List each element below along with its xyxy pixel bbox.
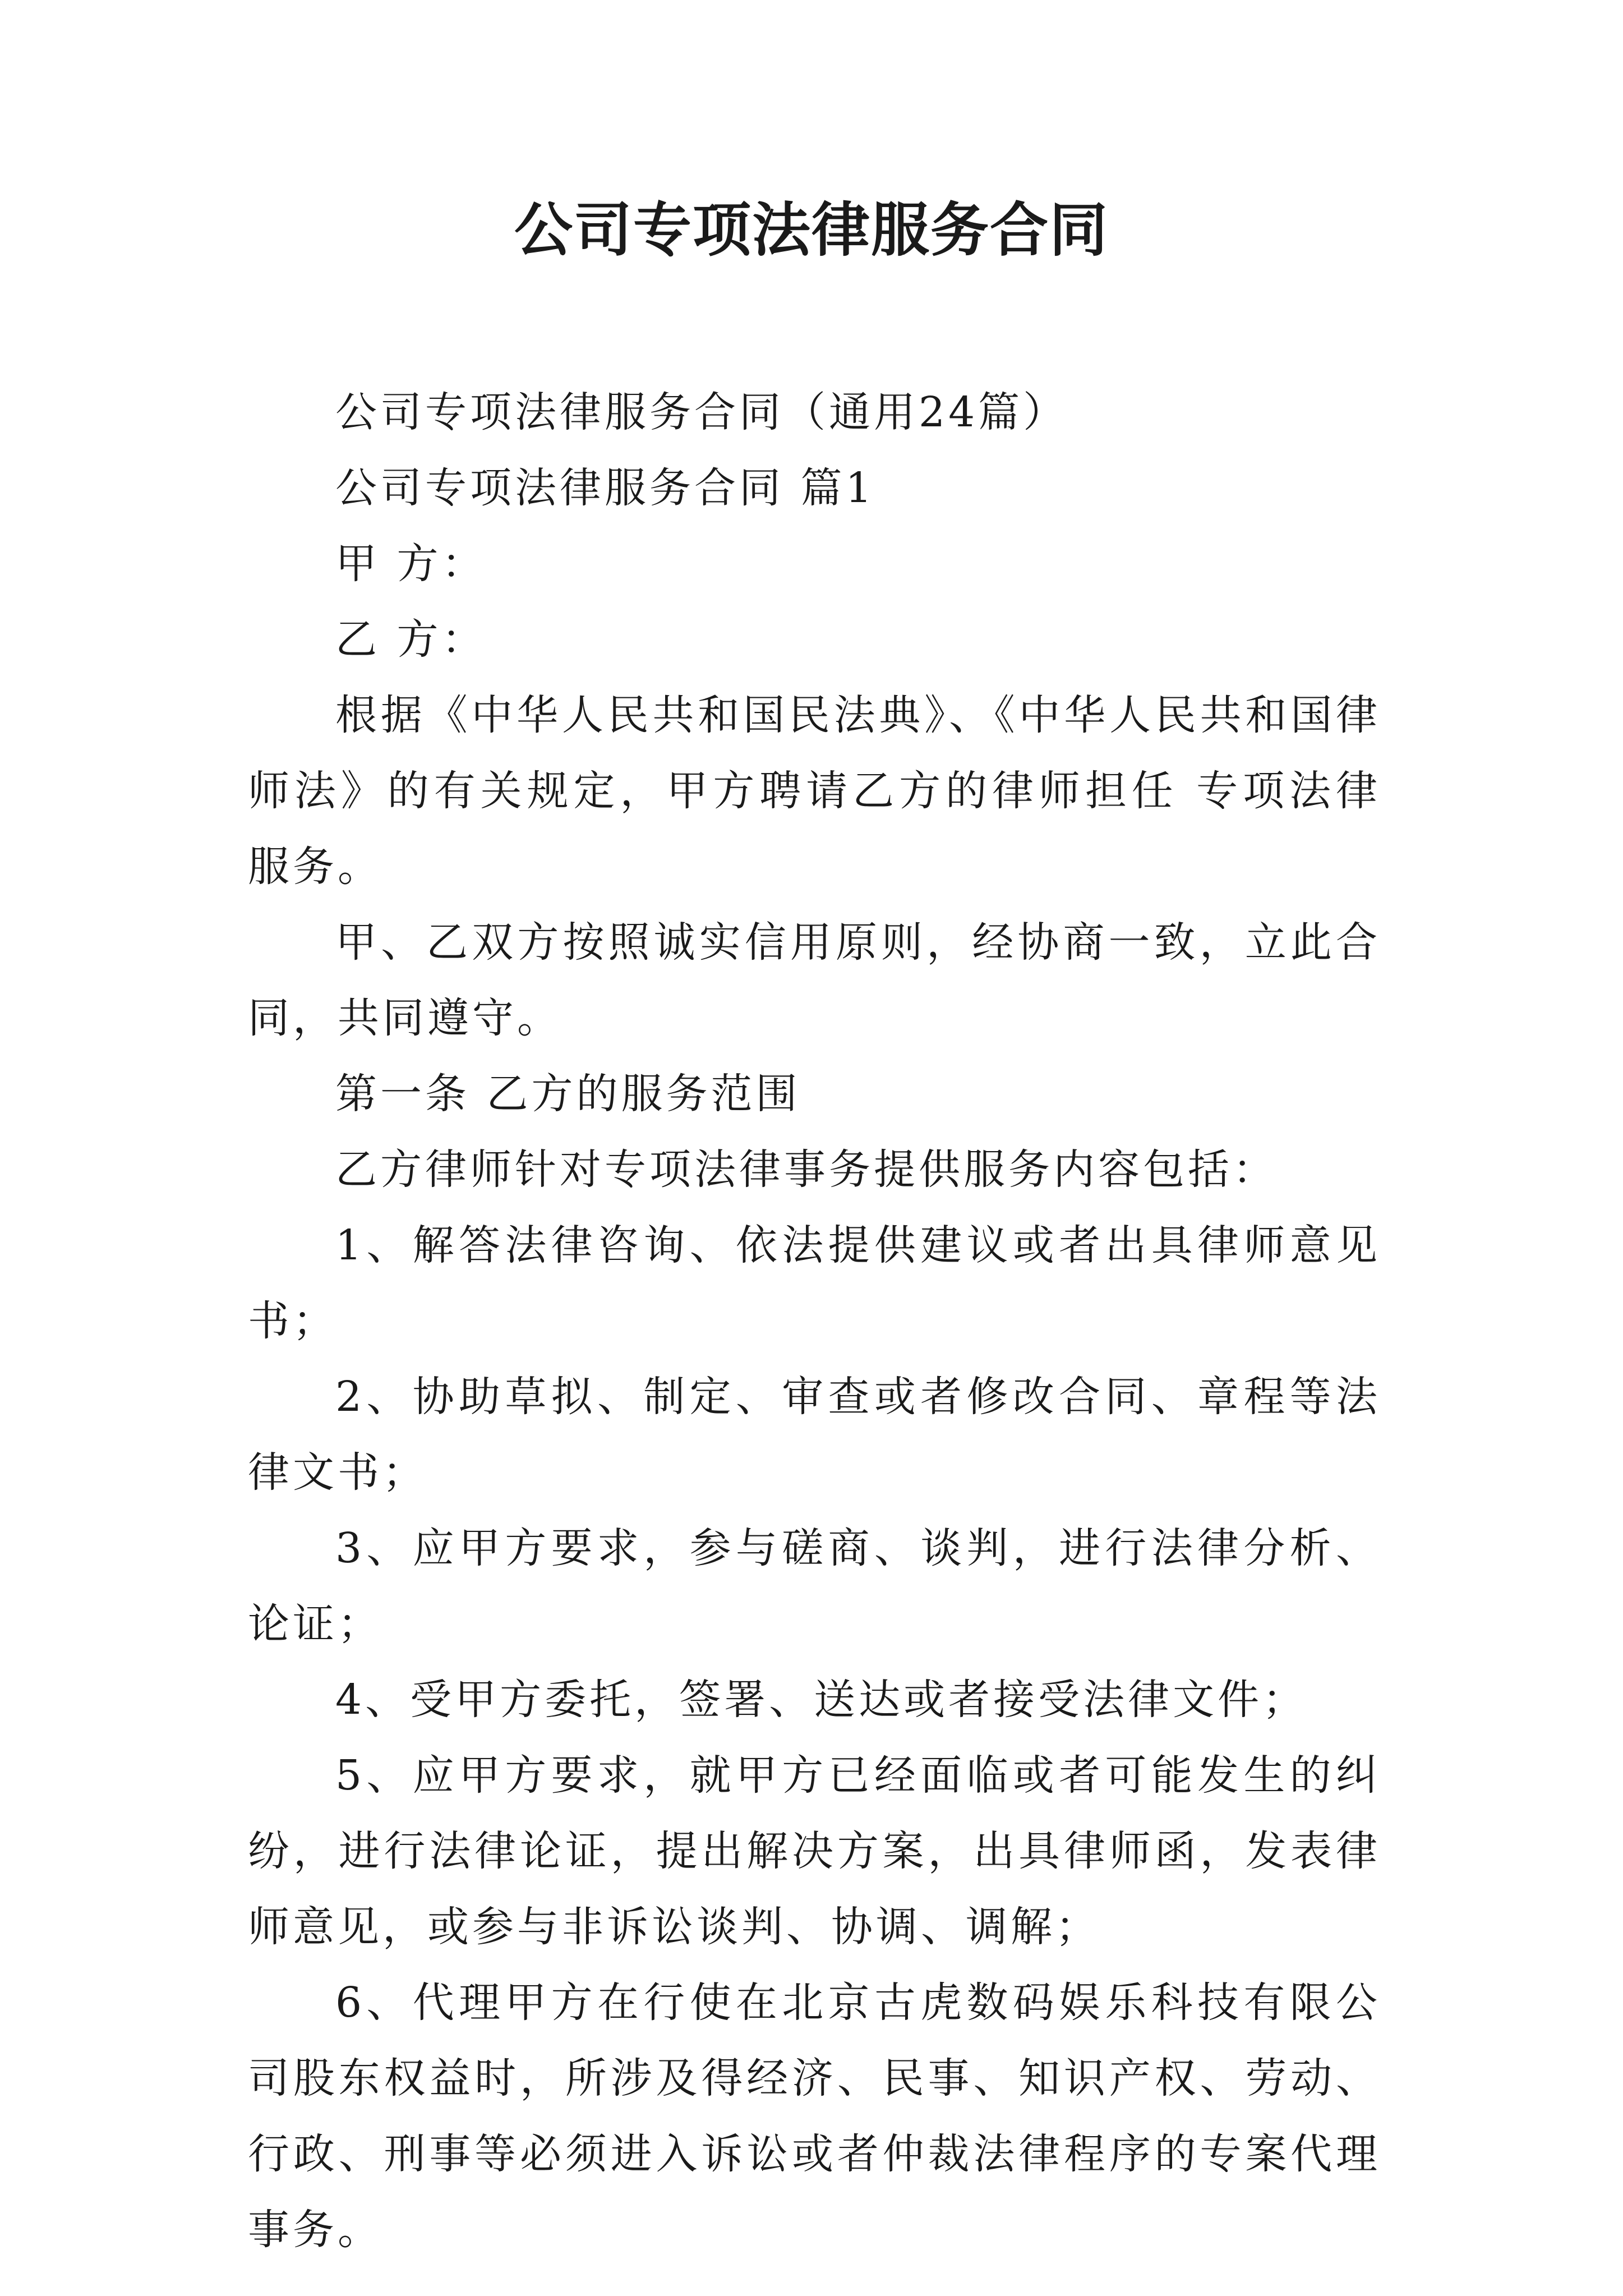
paragraph-item-2: 2、协助草拟、制定、审查或者修改合同、章程等法律文书； [248, 1373, 1381, 1497]
paragraph-chapter-heading: 公司专项法律服务合同 篇1 [335, 464, 875, 512]
document-body [248, 375, 1381, 2268]
paragraph-collection-title: 公司专项法律服务合同（通用24篇） [335, 388, 1068, 436]
paragraph-item-4: 4、受甲方委托，签署、送达或者接受法律文件； [335, 1676, 1308, 1724]
paragraph-agreement: 甲、乙双方按照诚实信用原则，经协商一致，立此合同，共同遵守。 [248, 918, 1381, 1042]
paragraph-item-3: 3、应甲方要求，参与磋商、谈判，进行法律分析、论证； [248, 1524, 1381, 1648]
paragraph-item-1: 1、解答法律咨询、依法提供建议或者出具律师意见书； [248, 1221, 1381, 1345]
paragraph-legal-basis: 根据《中华人民共和国民法典》、《中华人民共和国律师法》的有关规定，甲方聘请乙方的律师担任 专项法律服务。 [248, 691, 1381, 891]
paragraph-item-6: 6、代理甲方在行使在北京古虎数码娱乐科技有限公司股东权益时，所涉及得经济、民事、知识产权、劳动、行政、刑事等必须进入诉讼或者仲裁法律程序的专案代理事务。 [248, 1978, 1381, 2254]
paragraph-item-5: 5、应甲方要求，就甲方已经面临或者可能发生的纠纷，进行法律论证，提出解决方案，出具律师函，发表律师意见，或参与非诉讼谈判、协调、调解； [248, 1751, 1381, 1951]
paragraph-party-a: 甲 方： [335, 540, 487, 588]
paragraph-service-intro: 乙方律师针对专项法律事务提供服务内容包括： [335, 1145, 1278, 1194]
paragraph-party-b: 乙 方： [335, 615, 487, 664]
document-title: 公司专项法律服务合同 [514, 195, 1109, 264]
paragraph-article-1-heading: 第一条 乙方的服务范围 [335, 1070, 801, 1118]
